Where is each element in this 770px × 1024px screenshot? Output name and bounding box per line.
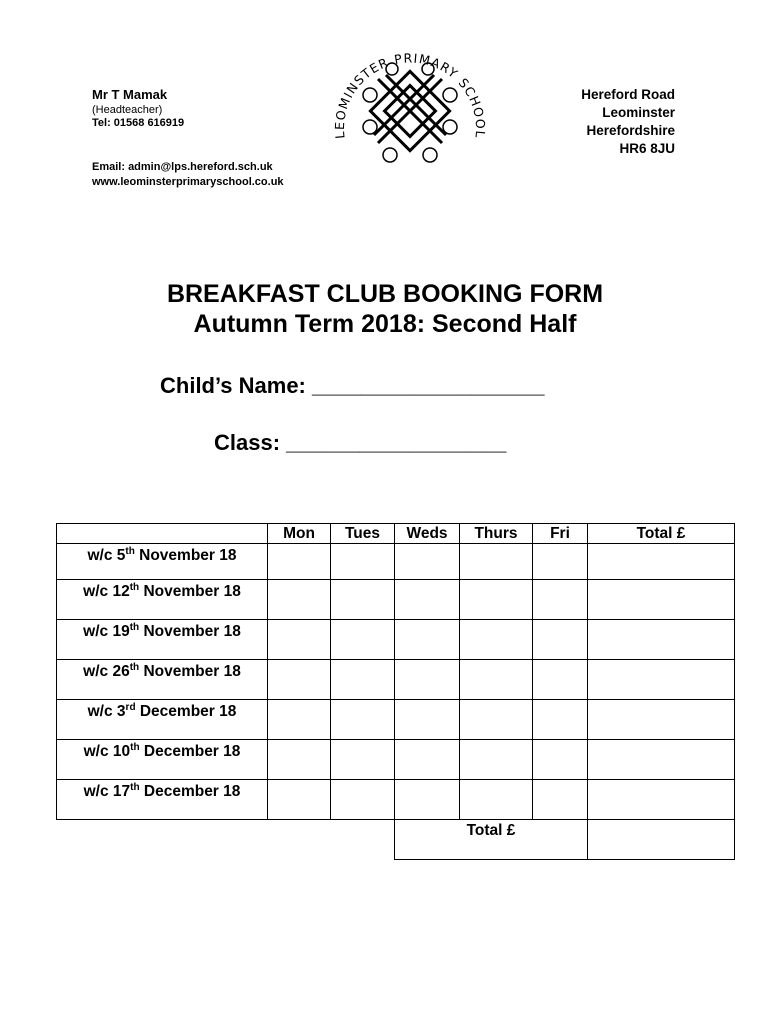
form-title-line1: BREAKFAST CLUB BOOKING FORM: [166, 280, 604, 308]
week-label: w/c 12th November 18: [57, 580, 268, 620]
address-line: Herefordshire: [586, 123, 675, 138]
table-header-row: [57, 524, 735, 544]
day-cell[interactable]: [460, 660, 533, 700]
day-cell[interactable]: [268, 620, 331, 660]
class-field[interactable]: Class: __________________: [214, 430, 507, 455]
blank-cell: [268, 820, 331, 860]
week-label: w/c 26th November 18: [57, 660, 268, 700]
contact-block: [92, 160, 284, 190]
table-row: [57, 700, 735, 740]
day-cell[interactable]: [395, 620, 460, 660]
school-logo-emblem: [330, 45, 490, 175]
week-label: w/c 17th December 18: [57, 780, 268, 820]
day-cell[interactable]: [331, 780, 395, 820]
headteacher-role: (Headteacher): [92, 104, 163, 116]
day-cell[interactable]: [533, 660, 588, 700]
day-cell[interactable]: [395, 740, 460, 780]
day-cell[interactable]: [331, 580, 395, 620]
table-total-row: [57, 820, 735, 860]
week-label: w/c 10th December 18: [57, 740, 268, 780]
table-row: [57, 740, 735, 780]
table-row: [57, 620, 735, 660]
blank-cell: [331, 820, 395, 860]
header-fri: Fri: [533, 524, 588, 544]
total-cell[interactable]: [588, 580, 735, 620]
school-logo: [330, 45, 490, 175]
day-cell[interactable]: [533, 740, 588, 780]
day-cell[interactable]: [331, 740, 395, 780]
day-cell[interactable]: [331, 700, 395, 740]
school-telephone: Tel: 01568 616919: [92, 117, 185, 129]
day-cell[interactable]: [395, 700, 460, 740]
day-cell[interactable]: [395, 780, 460, 820]
header-blank-cell: [57, 524, 268, 544]
header-weds: Weds: [395, 524, 460, 544]
day-cell[interactable]: [460, 700, 533, 740]
day-cell[interactable]: [460, 780, 533, 820]
form-title: [0, 279, 770, 339]
day-cell[interactable]: [460, 620, 533, 660]
total-cell[interactable]: [588, 660, 735, 700]
total-cell[interactable]: [588, 700, 735, 740]
form-title-line2: Autumn Term 2018: Second Half: [193, 310, 577, 338]
table-row: [57, 660, 735, 700]
address-line: Leominster: [602, 105, 675, 120]
day-cell[interactable]: [533, 780, 588, 820]
headteacher-name: Mr T Mamak: [92, 87, 168, 102]
school-website: www.leominsterprimaryschool.co.uk: [92, 176, 284, 188]
day-cell[interactable]: [533, 620, 588, 660]
total-cell[interactable]: [588, 780, 735, 820]
day-cell[interactable]: [533, 580, 588, 620]
day-cell[interactable]: [268, 700, 331, 740]
header-thurs: Thurs: [460, 524, 533, 544]
total-cell[interactable]: [588, 740, 735, 780]
total-cell[interactable]: [588, 544, 735, 580]
grand-total-cell[interactable]: [588, 820, 735, 860]
school-email: Email: admin@lps.hereford.sch.uk: [92, 161, 273, 173]
school-address: [581, 86, 675, 158]
address-line: Hereford Road: [581, 87, 675, 102]
day-cell[interactable]: [395, 580, 460, 620]
day-cell[interactable]: [533, 700, 588, 740]
header-tues: Tues: [331, 524, 395, 544]
child-name-field[interactable]: Child’s Name: ___________________: [160, 373, 545, 398]
grand-total-label: Total £: [395, 820, 588, 860]
table-row: [57, 580, 735, 620]
table-row: [57, 544, 735, 580]
address-line: HR6 8JU: [619, 141, 675, 156]
day-cell[interactable]: [331, 620, 395, 660]
day-cell[interactable]: [395, 660, 460, 700]
header-total: Total £: [588, 524, 735, 544]
headteacher-block: [92, 87, 184, 129]
week-label: w/c 19th November 18: [57, 620, 268, 660]
day-cell[interactable]: [460, 740, 533, 780]
svg-text:LEOMINSTER PRIMARY SCHOOL: [332, 50, 488, 139]
week-label: w/c 3rd December 18: [57, 700, 268, 740]
day-cell[interactable]: [533, 544, 588, 580]
day-cell[interactable]: [268, 580, 331, 620]
day-cell[interactable]: [268, 660, 331, 700]
blank-cell: [57, 820, 268, 860]
day-cell[interactable]: [331, 544, 395, 580]
booking-table: [56, 523, 735, 860]
logo-text: LEOMINSTER PRIMARY SCHOOL: [331, 50, 489, 140]
day-cell[interactable]: [460, 580, 533, 620]
week-label: w/c 5th November 18: [57, 544, 268, 580]
day-cell[interactable]: [331, 660, 395, 700]
day-cell[interactable]: [395, 544, 460, 580]
day-cell[interactable]: [268, 544, 331, 580]
day-cell[interactable]: [268, 780, 331, 820]
day-cell[interactable]: [268, 740, 331, 780]
table-row: [57, 780, 735, 820]
header-mon: Mon: [268, 524, 331, 544]
total-cell[interactable]: [588, 620, 735, 660]
day-cell[interactable]: [460, 544, 533, 580]
